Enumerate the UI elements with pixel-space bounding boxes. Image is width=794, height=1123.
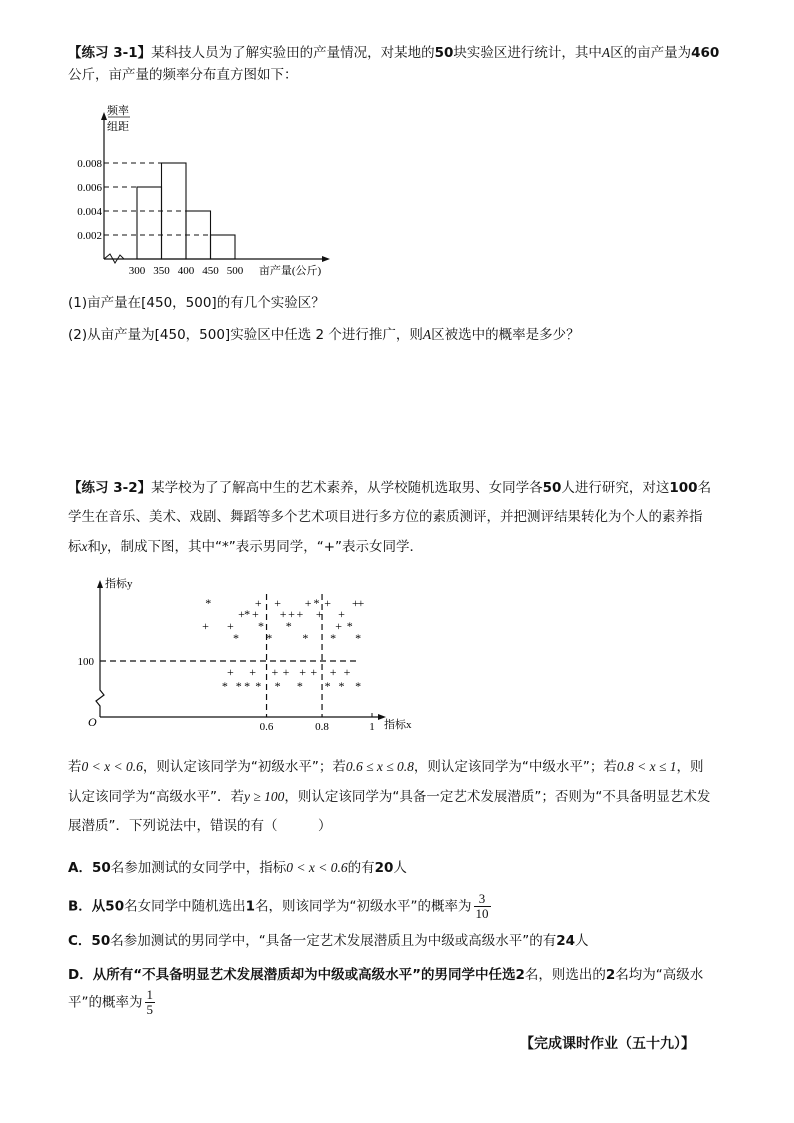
exercise-tag: 【练习 3-2】 [68, 480, 152, 496]
y-axis-arrow [97, 580, 103, 588]
number: 50 [105, 898, 125, 915]
female-mark: + [238, 607, 245, 621]
intro-text: 公斤，亩产量的频率分布直方图如下： [68, 67, 298, 83]
y-tick-label: 0.004 [77, 206, 102, 218]
x-tick-label: 1 [369, 721, 375, 733]
math-expr: 0 < x < 0.6 [81, 759, 143, 774]
option-label: B．从 [68, 898, 106, 915]
male-mark: * [205, 596, 212, 610]
female-mark: + [202, 619, 209, 633]
intro-text: 学生在音乐、美术、戏剧、舞蹈等多个艺术项目进行多方位的素质测评，并把测评结果转化为个人的素养指 [68, 509, 703, 525]
x-tick-label: 450 [202, 265, 219, 277]
male-mark: * [330, 631, 337, 645]
math-var: y [101, 539, 107, 554]
female-mark: + [343, 665, 351, 679]
male-mark: * [296, 679, 303, 693]
male-mark: * [346, 619, 353, 633]
cond-text: ，则认定该同学为“初级水平”；若 [142, 759, 346, 775]
male-mark: * [255, 679, 262, 693]
option-b[interactable] [68, 892, 728, 921]
option-text: 的有 [347, 860, 375, 876]
histogram-chart [62, 100, 402, 280]
female-mark: + [252, 607, 259, 621]
female-mark: + [254, 596, 262, 610]
female-mark: + [324, 596, 331, 610]
female-mark: + [249, 665, 257, 679]
x-tick-label: 300 [128, 265, 146, 277]
y-tick-label: 100 [77, 656, 94, 668]
y-tick-label: 0.008 [77, 158, 102, 170]
number: 50 [434, 45, 454, 61]
number: 20 [374, 860, 394, 876]
question-2 [68, 324, 728, 346]
intro-text: 块实验区进行统计，其中 [453, 45, 602, 61]
male-mark: * [233, 631, 239, 645]
number: 50 [542, 480, 562, 496]
female-mark: + [329, 665, 337, 679]
option-label: D．从所有“不具备明显艺术发展潜质却为中级或高级水平”的男同学中任选 [68, 967, 516, 983]
histogram-bar [137, 187, 162, 259]
x-tick-label: 0.8 [315, 721, 329, 733]
female-mark: + [335, 619, 343, 633]
conditions [68, 752, 728, 841]
fraction-numerator: 1 [146, 987, 153, 1002]
fraction-denominator: 5 [146, 1002, 153, 1017]
female-mark: + [296, 607, 304, 621]
intro-text: 和 [87, 539, 101, 555]
exercise-3-2-intro [68, 474, 728, 562]
option-d[interactable] [68, 962, 728, 1017]
y-axis-label: 指标y [105, 578, 133, 590]
option-text: 平”的概率为 [68, 994, 143, 1011]
homework-footer: 【完成课时作业（五十九）】 [520, 1036, 695, 1052]
male-mark: * [244, 607, 251, 621]
female-mark: + [315, 607, 323, 621]
option-text: 名，则选出的 [524, 967, 606, 983]
math-expr: y ≥ 100 [244, 789, 285, 804]
female-mark: + [227, 619, 234, 633]
fraction [145, 988, 156, 1017]
intro-text: ，制成下图，其中“*”表示男同学，“+”表示女同学． [107, 539, 424, 555]
male-mark: * [221, 679, 228, 693]
math-expr: 0.8 < x ≤ 1 [616, 759, 677, 774]
math-var: A [422, 327, 432, 342]
x-tick-label: 0.6 [259, 721, 274, 733]
option-c[interactable] [68, 930, 728, 952]
female-mark: + [279, 607, 287, 621]
origin-label: O [88, 715, 97, 729]
intro-text: 区的亩产量为 [610, 45, 692, 61]
option-text: 名参加测试的女同学中，指标 [110, 860, 287, 876]
option-a[interactable] [68, 857, 728, 879]
x-axis-label: 亩产量(公斤) [258, 265, 322, 277]
female-mark: + [304, 596, 312, 610]
intro-text: 某科技人员为了解实验田的产量情况，对某地的 [151, 45, 435, 61]
y-tick-label: 0.002 [77, 230, 102, 242]
number: 100 [669, 480, 698, 496]
option-text: 人 [393, 860, 407, 876]
number: 24 [556, 933, 576, 949]
intro-text: 人进行研究，对这 [561, 480, 670, 496]
female-mark: + [338, 607, 345, 621]
intro-text: 标 [68, 539, 82, 555]
option-text: 名，则该同学为“初级水平”的概率为 [255, 898, 472, 915]
fraction-numerator: 3 [474, 892, 491, 907]
female-mark: + [282, 665, 290, 679]
male-mark: * [266, 631, 273, 645]
option-text: 人 [575, 933, 589, 949]
number: 2 [605, 967, 616, 983]
math-var: x [81, 539, 88, 554]
cond-text: 若 [68, 759, 82, 775]
male-mark: * [235, 679, 242, 693]
exercise-3-1-intro [68, 42, 728, 86]
female-mark: + [288, 607, 295, 621]
number: 2 [515, 967, 525, 983]
exercise-tag: 【练习 3-1】 [68, 45, 152, 61]
question-text: (2)从亩产量为[450，500]实验区中任选 2 个进行推广，则 [68, 327, 423, 343]
scatter-chart [77, 574, 450, 734]
number: 460 [691, 45, 720, 61]
male-mark: * [285, 619, 292, 633]
y-axis [96, 588, 104, 717]
male-mark: * [257, 619, 264, 633]
y-axis-label-bottom: 组距 [107, 121, 129, 133]
intro-text: 某学校为了了解高中生的艺术素养，从学校随机选取男、女同学各 [151, 480, 543, 496]
fraction [474, 892, 491, 921]
male-mark: * [302, 631, 309, 645]
male-mark: * [355, 679, 362, 693]
x-tick-label: 400 [177, 265, 195, 277]
male-mark: * [274, 679, 281, 693]
histogram-bar [211, 235, 236, 259]
option-label: A． [68, 860, 92, 876]
math-expr: 0.6 ≤ x ≤ 0.8 [345, 759, 414, 774]
number: 50 [91, 933, 111, 949]
y-axis-label-top: 频率 [107, 105, 129, 117]
question-text: 区被选中的概率是多少？ [431, 327, 580, 343]
histogram-bar [162, 163, 187, 259]
female-mark: + [310, 665, 318, 679]
intro-text: 名 [697, 480, 712, 496]
cond-text: ，则 [676, 759, 704, 775]
number: 50 [91, 860, 111, 876]
male-mark: * [355, 631, 362, 645]
female-mark: + [274, 596, 282, 610]
female-mark: + [357, 596, 365, 610]
cond-text: ，则认定该同学为“具备一定艺术发展潜质”；否则为“不具备明显艺术发 [284, 789, 711, 805]
option-text: 名女同学中随机选出 [124, 898, 246, 915]
x-tick-label: 500 [226, 265, 244, 277]
math-expr: 0 < x < 0.6 [286, 860, 348, 875]
question-1: (1)亩产量在[450，500]的有几个实验区？ [68, 295, 325, 311]
x-tick-label: 350 [153, 265, 170, 277]
y-tick-label: 0.006 [77, 182, 102, 194]
cond-text: ，则认定该同学为“中级水平”；若 [413, 759, 617, 775]
option-label: C． [68, 933, 92, 949]
female-mark: + [299, 665, 307, 679]
male-mark: * [338, 679, 345, 693]
female-mark: + [351, 596, 359, 610]
male-mark: * [244, 679, 251, 693]
fraction-denominator: 10 [475, 906, 489, 921]
female-mark: + [271, 665, 279, 679]
x-axis-label: 指标x [384, 719, 412, 731]
x-axis-arrow [322, 256, 330, 262]
option-text: 名均为“高级水 [615, 967, 704, 983]
cond-text: 展潜质”．下列说法中，错误的有（ ） [68, 818, 332, 834]
female-mark: + [227, 665, 234, 679]
math-var: A [601, 45, 611, 60]
number: 1 [245, 898, 255, 915]
option-text: 名参加测试的男同学中，“具备一定艺术发展潜质且为中级或高级水平”的有 [110, 933, 557, 949]
male-mark: * [313, 596, 320, 610]
cond-text: 认定该同学为“高级水平”．若 [68, 789, 244, 805]
male-mark: * [324, 679, 331, 693]
